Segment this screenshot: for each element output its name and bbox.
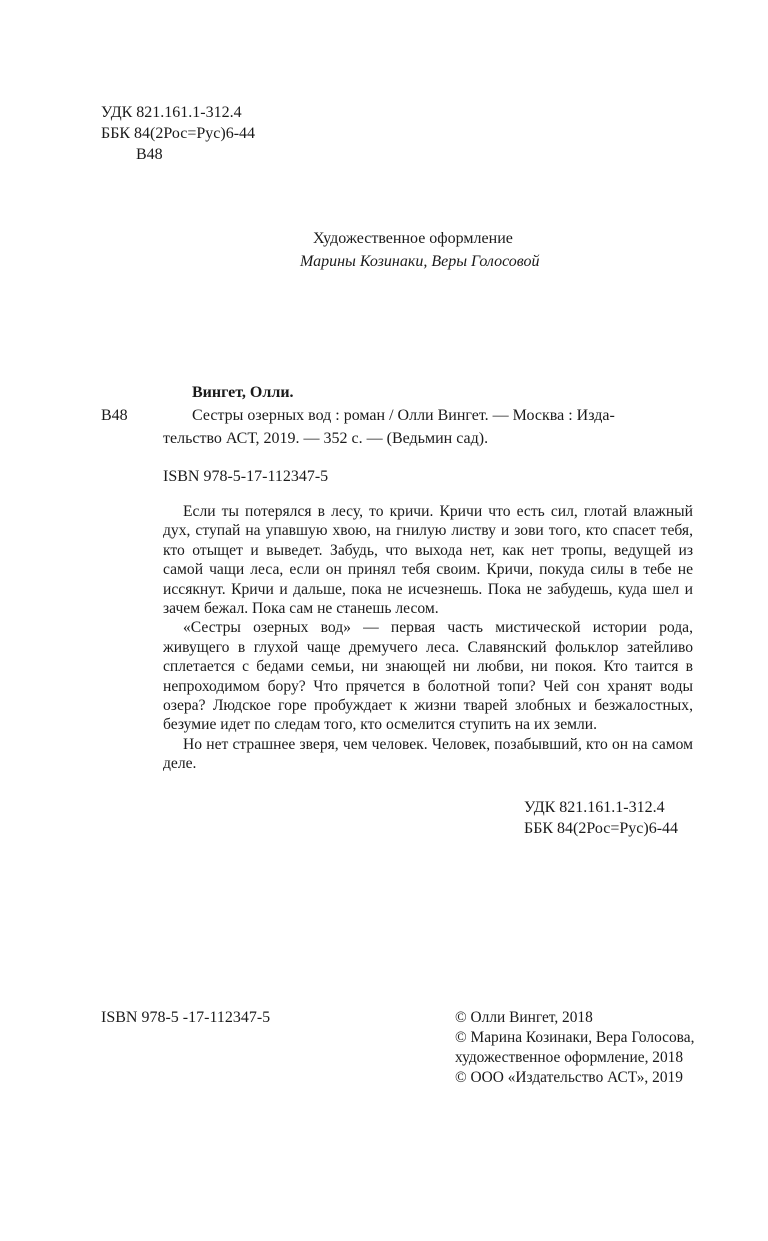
- design-credit-line2: Марины Козинаки, Веры Голосовой: [300, 253, 540, 270]
- classification-udk: УДК 821.161.1-312.4: [524, 799, 665, 816]
- copyright-publisher: © ООО «Издательство АСТ», 2019: [455, 1069, 683, 1086]
- catalog-description-line1: Сестры озерных вод : роман / Олли Вингет. — Москва : Изда-: [192, 407, 615, 424]
- footer-isbn: ISBN 978-5 -17-112347-5: [101, 1009, 271, 1026]
- catalog-isbn: ISBN 978-5-17-112347-5: [163, 468, 329, 485]
- header-udk: УДК 821.161.1-312.4: [101, 104, 242, 121]
- catalog-description-line2: тельство АСТ, 2019. — 352 с. — (Ведьмин сад).: [163, 430, 489, 447]
- catalog-author-mark: В48: [101, 407, 128, 424]
- copyright-author: © Олли Вингет, 2018: [455, 1009, 593, 1026]
- classification-bbk: ББК 84(2Рос=Рус)6-44: [524, 820, 679, 837]
- design-credit-line1: Художественное оформление: [313, 230, 513, 247]
- annotation-paragraph-1: Если ты потерялся в лесу, то кричи. Кричи что есть сил, глотай влажный дух, ступай на упавшую хвою, на гнилую листву и зови того, кто спасет тебя, кто отыщет и выведет. Забудь, что выхода нет, как нет тропы, ведущей из самой чащи леса, если он принял тебя своим. Кричи, покуда силы в тебе не иссякнут. Кричи и дальше, пока не исчезнешь. Пока не забудешь, куда шел и зачем бежал. Пока сам не станешь лесом.: [163, 503, 693, 618]
- copyright-designers: © Марина Козинаки, Вера Голосова,: [455, 1029, 695, 1046]
- header-bbk: ББК 84(2Рос=Рус)6-44: [101, 125, 256, 142]
- annotation: [163, 502, 693, 774]
- copyright-design-note: художественное оформление, 2018: [455, 1049, 684, 1066]
- annotation-paragraph-2: «Сестры озерных вод» — первая часть мистической истории рода, живущего в глухой чаще дремучего леса. Славянский фольклор затейливо сплетается с бедами семьи, ни знающей ни любви, ни покоя. Кто таится в непроходимом бору? Что прячется в болотной топи? Чей сон хранят воды озера? Людское горе пробуждает к жизни тварей злобных и безжалостных, безумие идет по следам того, кто осмелится ступить на их земли.: [163, 619, 693, 734]
- catalog-author-heading: Вингет, Олли.: [192, 384, 294, 401]
- annotation-paragraph-3: Но нет страшнее зверя, чем человек. Человек, позабывший, кто он на самом деле.: [163, 735, 693, 773]
- copyright-block: [455, 1008, 694, 1088]
- header-author-mark: В48: [136, 146, 163, 163]
